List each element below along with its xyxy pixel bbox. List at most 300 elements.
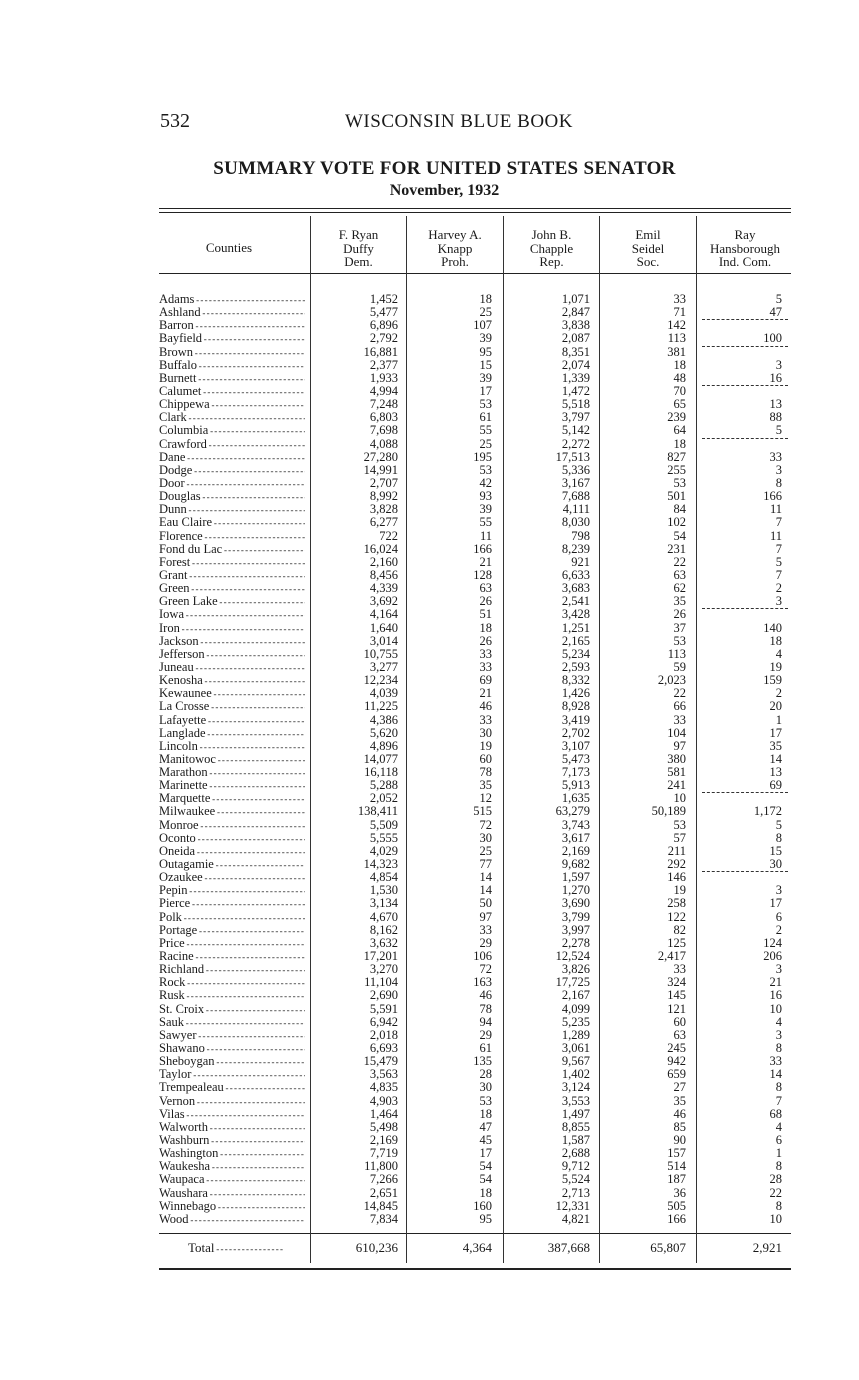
county-name: Lafayette - - -	[159, 714, 305, 728]
seidel-votes: 113	[667, 646, 686, 661]
knapp-votes: 77	[479, 857, 492, 872]
chapple-votes: 3,061	[561, 1041, 590, 1056]
seidel-votes: 942	[667, 1054, 686, 1069]
hansborough-votes: 15	[769, 843, 782, 858]
hansborough-votes: 3	[775, 462, 782, 477]
table-row	[0, 1147, 859, 1160]
table-row	[0, 1029, 859, 1042]
county-name: Sheboygan - - -	[159, 1055, 305, 1069]
table-row	[0, 1121, 859, 1134]
header-hansborough: Ray Hansborough Ind. Com.	[709, 227, 781, 269]
county-name: Jackson - - -	[159, 635, 305, 649]
seidel-votes: 255	[667, 462, 686, 477]
table-row	[0, 766, 859, 779]
seidel-votes: 54	[673, 528, 686, 543]
county-name: Manitowoc - - -	[159, 753, 305, 767]
seidel-votes: 19	[673, 883, 686, 898]
knapp-votes: 21	[479, 686, 492, 701]
blank-entry-dash	[702, 438, 788, 439]
seidel-votes: 65	[673, 397, 686, 412]
seidel-votes: 187	[667, 1172, 686, 1187]
knapp-votes: 26	[479, 594, 492, 609]
duffy-votes: 5,477	[369, 305, 398, 320]
county-name: Waupaca - - -	[159, 1173, 305, 1187]
hansborough-votes: 10	[769, 1001, 782, 1016]
chapple-votes: 2,087	[561, 331, 590, 346]
chapple-votes: 1,472	[561, 383, 590, 398]
knapp-votes: 11	[479, 528, 492, 543]
page-subtitle: November, 1932	[389, 182, 500, 199]
hansborough-votes: 35	[769, 738, 782, 753]
duffy-votes: 2,651	[369, 1185, 398, 1200]
table-body	[0, 293, 859, 1226]
duffy-votes: 1,640	[369, 620, 398, 635]
seidel-votes: 241	[667, 778, 686, 793]
duffy-votes: 14,991	[363, 462, 398, 477]
table-row	[0, 398, 859, 411]
duffy-votes: 4,854	[369, 870, 398, 885]
chapple-votes: 4,821	[561, 1211, 590, 1226]
blank-entry-dash	[702, 346, 788, 347]
hansborough-votes: 33	[769, 1054, 782, 1069]
hansborough-votes: 124	[763, 935, 782, 950]
duffy-votes: 4,670	[369, 909, 398, 924]
duffy-votes: 1,452	[369, 292, 398, 306]
county-name: Chippewa - - -	[159, 398, 305, 412]
hansborough-votes: 47	[769, 305, 782, 320]
hansborough-votes: 8	[775, 1159, 782, 1174]
hansborough-votes: 16	[769, 988, 782, 1003]
chapple-votes: 5,518	[561, 397, 590, 412]
seidel-votes: 53	[673, 817, 686, 832]
duffy-votes: 4,994	[369, 383, 398, 398]
knapp-votes: 30	[479, 1080, 492, 1095]
knapp-votes: 33	[479, 659, 492, 674]
chapple-votes: 63,279	[555, 804, 590, 819]
knapp-votes: 53	[479, 397, 492, 412]
table-top-rule-2	[159, 212, 791, 213]
knapp-votes: 14	[479, 883, 492, 898]
chapple-votes: 3,690	[561, 896, 590, 911]
seidel-votes: 57	[673, 830, 686, 845]
table-row	[0, 372, 859, 385]
county-name: Marinette - - -	[159, 779, 305, 793]
chapple-votes: 2,847	[561, 305, 590, 320]
table-row	[0, 346, 859, 359]
county-name: Ashland - - -	[159, 306, 305, 320]
total-duffy: 610,236	[355, 1240, 398, 1255]
knapp-votes: 18	[479, 620, 492, 635]
knapp-votes: 50	[479, 896, 492, 911]
duffy-votes: 2,690	[369, 988, 398, 1003]
table-row	[0, 792, 859, 805]
duffy-votes: 6,942	[369, 1014, 398, 1029]
duffy-votes: 14,077	[363, 751, 398, 766]
chapple-votes: 17,513	[555, 449, 590, 464]
knapp-votes: 46	[479, 988, 492, 1003]
chapple-votes: 5,336	[561, 462, 590, 477]
seidel-votes: 33	[673, 712, 686, 727]
chapple-votes: 17,725	[555, 975, 590, 990]
duffy-votes: 4,339	[369, 581, 398, 596]
knapp-votes: 93	[479, 489, 492, 504]
county-name: Outagamie - - -	[159, 858, 305, 872]
seidel-votes: 258	[667, 896, 686, 911]
hansborough-votes: 8	[775, 1198, 782, 1213]
knapp-votes: 72	[479, 962, 492, 977]
table-row	[0, 832, 859, 845]
hansborough-votes: 159	[763, 673, 782, 688]
table-row	[0, 424, 859, 437]
hansborough-votes: 28	[769, 1172, 782, 1187]
seidel-votes: 70	[673, 383, 686, 398]
hansborough-votes: 5	[775, 292, 782, 306]
chapple-votes: 3,617	[561, 830, 590, 845]
county-name: La Crosse - - -	[159, 700, 305, 714]
chapple-votes: 3,124	[561, 1080, 590, 1095]
duffy-votes: 14,323	[363, 857, 398, 872]
county-name: Waushara - - -	[159, 1187, 305, 1201]
knapp-votes: 33	[479, 712, 492, 727]
chapple-votes: 5,235	[561, 1014, 590, 1029]
duffy-votes: 3,014	[369, 633, 398, 648]
table-row	[0, 819, 859, 832]
knapp-votes: 29	[479, 1027, 492, 1042]
chapple-votes: 8,030	[561, 515, 590, 530]
seidel-votes: 380	[667, 751, 686, 766]
duffy-votes: 5,288	[369, 778, 398, 793]
county-name: Price - - -	[159, 937, 305, 951]
seidel-votes: 827	[667, 449, 686, 464]
blank-entry-dash	[702, 608, 788, 609]
table-row	[0, 1108, 859, 1121]
seidel-votes: 71	[673, 305, 686, 320]
seidel-votes: 2,023	[657, 673, 686, 688]
duffy-votes: 4,896	[369, 738, 398, 753]
seidel-votes: 211	[667, 843, 686, 858]
chapple-votes: 2,272	[561, 436, 590, 451]
duffy-votes: 3,277	[369, 659, 398, 674]
seidel-votes: 33	[673, 962, 686, 977]
hansborough-votes: 7	[775, 541, 782, 556]
table-row	[0, 674, 859, 687]
table-row	[0, 1003, 859, 1016]
hansborough-votes: 8	[775, 475, 782, 490]
knapp-votes: 515	[473, 804, 492, 819]
chapple-votes: 8,855	[561, 1119, 590, 1134]
duffy-votes: 5,509	[369, 817, 398, 832]
seidel-votes: 22	[673, 686, 686, 701]
hansborough-votes: 206	[763, 949, 782, 964]
page-title: SUMMARY VOTE FOR UNITED STATES SENATOR	[213, 158, 676, 179]
hansborough-votes: 3	[775, 357, 782, 372]
chapple-votes: 921	[571, 554, 590, 569]
table-row	[0, 595, 859, 608]
chapple-votes: 2,278	[561, 935, 590, 950]
knapp-votes: 12	[479, 791, 492, 806]
chapple-votes: 1,597	[561, 870, 590, 885]
chapple-votes: 8,332	[561, 673, 590, 688]
chapple-votes: 798	[571, 528, 590, 543]
table-bottom-rule	[159, 1268, 791, 1270]
seidel-votes: 581	[667, 765, 686, 780]
table-row	[0, 1068, 859, 1081]
duffy-votes: 722	[379, 528, 398, 543]
duffy-votes: 5,591	[369, 1001, 398, 1016]
hansborough-votes: 3	[775, 962, 782, 977]
table-row	[0, 924, 859, 937]
table-row	[0, 648, 859, 661]
chapple-votes: 3,826	[561, 962, 590, 977]
county-name: Dane - - -	[159, 451, 305, 465]
hansborough-votes: 1	[775, 1146, 782, 1161]
duffy-votes: 7,719	[369, 1146, 398, 1161]
chapple-votes: 4,099	[561, 1001, 590, 1016]
seidel-votes: 514	[667, 1159, 686, 1174]
seidel-votes: 97	[673, 738, 686, 753]
county-name: Sawyer - - -	[159, 1029, 305, 1043]
knapp-votes: 163	[473, 975, 492, 990]
duffy-votes: 7,266	[369, 1172, 398, 1187]
table-row	[0, 1200, 859, 1213]
table-top-rule	[159, 208, 791, 209]
seidel-votes: 84	[673, 502, 686, 517]
table-row	[0, 622, 859, 635]
duffy-votes: 14,845	[363, 1198, 398, 1213]
chapple-votes: 2,165	[561, 633, 590, 648]
duffy-votes: 3,692	[369, 594, 398, 609]
knapp-votes: 55	[479, 423, 492, 438]
county-name: Burnett - - -	[159, 372, 305, 386]
table-row	[0, 306, 859, 319]
county-name: Douglas - - -	[159, 490, 305, 504]
duffy-votes: 8,992	[369, 489, 398, 504]
seidel-votes: 35	[673, 1093, 686, 1108]
chapple-votes: 3,799	[561, 909, 590, 924]
chapple-votes: 8,928	[561, 699, 590, 714]
county-name: Milwaukee - - -	[159, 805, 305, 819]
hansborough-votes: 4	[775, 1014, 782, 1029]
seidel-votes: 18	[673, 357, 686, 372]
table-row	[0, 753, 859, 766]
chapple-votes: 9,567	[561, 1054, 590, 1069]
hansborough-votes: 100	[763, 331, 782, 346]
seidel-votes: 63	[673, 1027, 686, 1042]
knapp-votes: 60	[479, 751, 492, 766]
duffy-votes: 15,479	[363, 1054, 398, 1069]
seidel-votes: 82	[673, 922, 686, 937]
knapp-votes: 25	[479, 305, 492, 320]
duffy-votes: 5,620	[369, 725, 398, 740]
hansborough-votes: 3	[775, 883, 782, 898]
header-duffy: F. Ryan Duffy Dem.	[338, 227, 379, 269]
knapp-votes: 160	[473, 1198, 492, 1213]
duffy-votes: 4,029	[369, 843, 398, 858]
county-name: Door - - -	[159, 477, 305, 491]
duffy-votes: 11,104	[364, 975, 398, 990]
hansborough-votes: 21	[769, 975, 782, 990]
table-row	[0, 293, 859, 306]
hansborough-votes: 13	[769, 765, 782, 780]
duffy-votes: 2,707	[369, 475, 398, 490]
table-row	[0, 319, 859, 332]
chapple-votes: 1,635	[561, 791, 590, 806]
hansborough-votes: 88	[769, 410, 782, 425]
table-row	[0, 687, 859, 700]
seidel-votes: 50,189	[651, 804, 686, 819]
table-row	[0, 989, 859, 1002]
duffy-votes: 4,039	[369, 686, 398, 701]
seidel-votes: 27	[673, 1080, 686, 1095]
knapp-votes: 35	[479, 778, 492, 793]
chapple-votes: 3,419	[561, 712, 590, 727]
duffy-votes: 7,248	[369, 397, 398, 412]
hansborough-votes: 8	[775, 830, 782, 845]
duffy-votes: 138,411	[357, 804, 398, 819]
seidel-votes: 33	[673, 292, 686, 306]
seidel-votes: 90	[673, 1133, 686, 1147]
county-name: Buffalo - - -	[159, 359, 305, 373]
chapple-votes: 1,426	[561, 686, 590, 701]
table-row	[0, 464, 859, 477]
seidel-votes: 60	[673, 1014, 686, 1029]
chapple-votes: 1,289	[561, 1027, 590, 1042]
knapp-votes: 47	[479, 1119, 492, 1134]
duffy-votes: 7,698	[369, 423, 398, 438]
hansborough-votes: 11	[769, 528, 782, 543]
county-name: Washburn - - -	[159, 1134, 305, 1148]
duffy-votes: 6,693	[369, 1041, 398, 1056]
hansborough-votes: 1	[775, 712, 782, 727]
hansborough-votes: 14	[769, 751, 782, 766]
table-row	[0, 976, 859, 989]
page-number: 532	[160, 110, 190, 132]
chapple-votes: 1,402	[561, 1067, 590, 1082]
hansborough-votes: 4	[775, 646, 782, 661]
table-row	[0, 1187, 859, 1200]
duffy-votes: 2,160	[369, 554, 398, 569]
hansborough-votes: 14	[769, 1067, 782, 1082]
hansborough-votes: 8	[775, 1041, 782, 1056]
total-chapple: 387,668	[547, 1240, 590, 1255]
table-row	[0, 438, 859, 451]
chapple-votes: 1,587	[561, 1133, 590, 1147]
county-name: Waukesha - - -	[159, 1160, 305, 1174]
hansborough-votes: 17	[769, 725, 782, 740]
seidel-votes: 59	[673, 659, 686, 674]
duffy-votes: 8,456	[369, 567, 398, 582]
chapple-votes: 2,167	[561, 988, 590, 1003]
table-row	[0, 661, 859, 674]
duffy-votes: 3,828	[369, 502, 398, 517]
knapp-votes: 17	[479, 383, 492, 398]
hansborough-votes: 68	[769, 1106, 782, 1121]
chapple-votes: 8,351	[561, 344, 590, 359]
total-label: Total - - -	[188, 1240, 306, 1256]
table-row	[0, 582, 859, 595]
blank-entry-dash	[702, 319, 788, 320]
county-name: Iowa - - -	[159, 608, 305, 622]
duffy-votes: 2,018	[369, 1027, 398, 1042]
duffy-votes: 27,280	[363, 449, 398, 464]
hansborough-votes: 30	[769, 857, 782, 872]
chapple-votes: 3,107	[561, 738, 590, 753]
blank-entry-dash	[702, 871, 788, 872]
knapp-votes: 95	[479, 1211, 492, 1226]
county-name: Sauk - - -	[159, 1016, 305, 1030]
chapple-votes: 3,797	[561, 410, 590, 425]
chapple-votes: 1,339	[561, 370, 590, 385]
duffy-votes: 6,896	[369, 318, 398, 333]
knapp-votes: 128	[473, 567, 492, 582]
seidel-votes: 324	[667, 975, 686, 990]
knapp-votes: 54	[479, 1159, 492, 1174]
hansborough-votes: 2	[775, 686, 782, 701]
duffy-votes: 1,464	[369, 1106, 398, 1121]
seidel-votes: 18	[673, 436, 686, 451]
hansborough-votes: 6	[775, 909, 782, 924]
knapp-votes: 18	[479, 1106, 492, 1121]
hansborough-votes: 2	[775, 922, 782, 937]
duffy-votes: 4,088	[369, 436, 398, 451]
knapp-votes: 26	[479, 633, 492, 648]
table-row	[0, 635, 859, 648]
duffy-votes: 6,277	[369, 515, 398, 530]
chapple-votes: 2,688	[561, 1146, 590, 1161]
table-row	[0, 1213, 859, 1226]
county-name: Vernon - - -	[159, 1095, 305, 1109]
hansborough-votes: 33	[769, 449, 782, 464]
chapple-votes: 7,688	[561, 489, 590, 504]
chapple-votes: 5,913	[561, 778, 590, 793]
table-row	[0, 569, 859, 582]
knapp-votes: 17	[479, 1146, 492, 1161]
county-name: Trempealeau - - -	[159, 1081, 305, 1095]
chapple-votes: 9,682	[561, 857, 590, 872]
duffy-votes: 3,563	[369, 1067, 398, 1082]
total-hansborough: 2,921	[752, 1240, 782, 1255]
hansborough-votes: 16	[769, 370, 782, 385]
seidel-votes: 166	[667, 1211, 686, 1226]
knapp-votes: 135	[473, 1054, 492, 1069]
chapple-votes: 5,524	[561, 1172, 590, 1187]
table-row	[0, 727, 859, 740]
table-row	[0, 700, 859, 713]
county-name: Iron - - -	[159, 622, 305, 636]
knapp-votes: 29	[479, 935, 492, 950]
chapple-votes: 4,111	[562, 502, 590, 517]
seidel-votes: 62	[673, 581, 686, 596]
county-name: Jefferson - - -	[159, 648, 305, 662]
knapp-votes: 195	[473, 449, 492, 464]
table-row	[0, 779, 859, 792]
table-row	[0, 503, 859, 516]
seidel-votes: 48	[673, 370, 686, 385]
chapple-votes: 2,541	[561, 594, 590, 609]
knapp-votes: 30	[479, 725, 492, 740]
county-name: Calumet - - -	[159, 385, 305, 399]
knapp-votes: 53	[479, 1093, 492, 1108]
chapple-votes: 12,524	[555, 949, 590, 964]
table-row	[0, 359, 859, 372]
duffy-votes: 4,386	[369, 712, 398, 727]
hansborough-votes: 10	[769, 1211, 782, 1226]
table-row	[0, 490, 859, 503]
counties-header: Counties	[205, 240, 253, 255]
duffy-votes: 2,052	[369, 791, 398, 806]
table-row	[0, 556, 859, 569]
seidel-votes: 37	[673, 620, 686, 635]
